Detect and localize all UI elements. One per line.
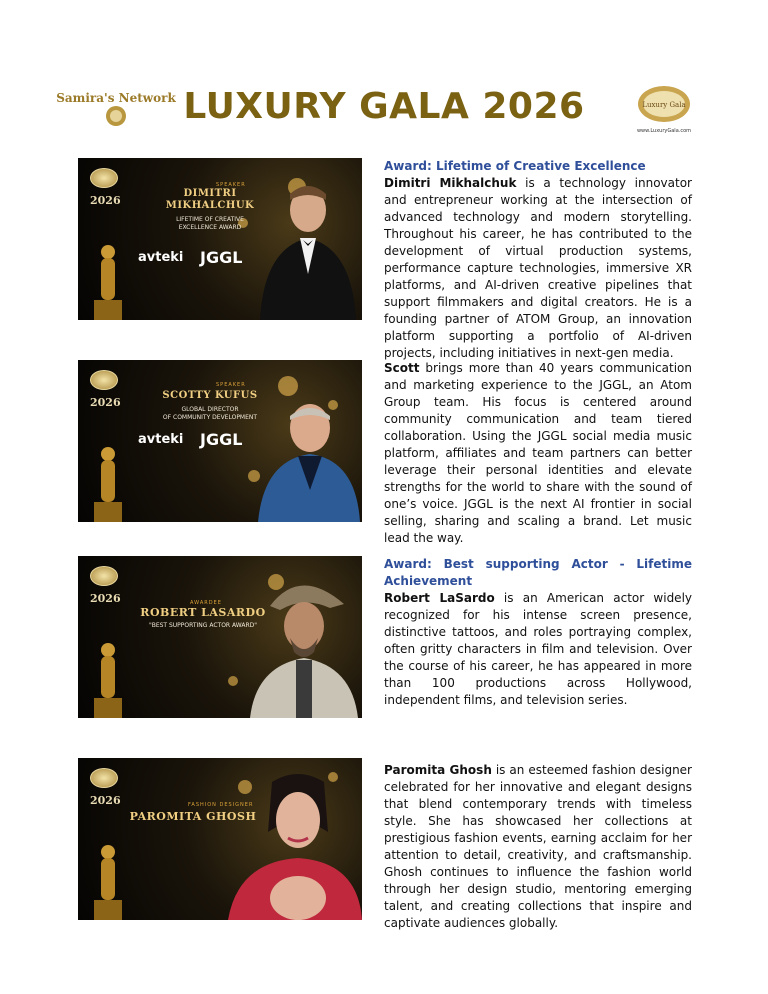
- oscar-statue-icon: [86, 240, 130, 320]
- card-award-line2: EXCELLENCE AWARD: [178, 223, 242, 231]
- luxury-gala-badge-icon: [90, 168, 118, 188]
- award-heading: Award: Best supporting Actor - Lifetime Achievement: [384, 557, 692, 588]
- card-year: 2026: [90, 396, 121, 409]
- oscar-statue-icon: [86, 638, 130, 718]
- fashion-card-paromita: [78, 758, 362, 920]
- person-name: Scott: [384, 361, 420, 375]
- jggl-logo: JGGL: [200, 248, 243, 267]
- luxury-gala-badge-icon: [90, 370, 118, 390]
- card-role: SPEAKER: [216, 182, 246, 188]
- scotty-photo: [246, 398, 362, 522]
- dimitri-photo: [250, 174, 362, 320]
- card-role: SPEAKER: [216, 382, 246, 388]
- card-name-line1: DIMITRI: [183, 188, 237, 199]
- oscar-statue-icon: [86, 840, 130, 920]
- luxury-gala-badge-icon: [90, 566, 118, 586]
- entry-text-dimitri: [384, 158, 692, 362]
- page-title: LUXURY GALA 2026: [183, 86, 585, 127]
- logo-right-url: www.LuxuryGala.com: [636, 128, 692, 134]
- card-name: SCOTTY KUFUS: [162, 390, 258, 401]
- person-bio: brings more than 40 years communication and marketing experience to the JGGL, an Atom Group team. His focus is centered around community communication and team tiered collaboration. Using the JGGL social media music platform, affiliates and team partners can better leverage their personal identities and elevate strengths for the world to share with the sound of one’s voice. JGGL is the next AI frontier in social selling, sharing and scaling a brand. Let music lead the way.: [384, 361, 692, 545]
- card-name-line2: MIKHALCHUK: [165, 200, 255, 211]
- card-award-line1: GLOBAL DIRECTOR: [181, 406, 239, 413]
- person-name: Dimitri Mikhalchuk: [384, 176, 517, 190]
- card-award-line2: OF COMMUNITY DEVELOPMENT: [162, 413, 258, 421]
- logo-right-text: Luxury Gala: [642, 101, 686, 109]
- card-award-line1: "BEST SUPPORTING ACTOR AWARD": [148, 622, 258, 629]
- luxury-gala-logo: [634, 82, 694, 138]
- person-name: Paromita Ghosh: [384, 763, 492, 777]
- card-role: AWARDEE: [190, 600, 222, 606]
- person-bio: is an esteemed fashion designer celebrated for her innovative and elegant designs that blend contemporary trends with timeless style. She has showcased her collections at prestigious fashion events, earning acclaim for her attention to detail, creativity, and craftsmanship. Ghosh continues to influence the fashion world through her design studio, mentoring emerging talent, and creating collections that inspire and captivate audiences globally.: [384, 763, 692, 930]
- avteki-logo: avteki: [138, 432, 184, 447]
- jggl-logo: JGGL: [200, 430, 243, 449]
- paromita-photo: [228, 772, 362, 920]
- speaker-card-dimitri: [78, 158, 362, 320]
- card-award-line1: LIFETIME OF CREATIVE: [176, 216, 244, 223]
- award-heading: Award: Lifetime of Creative Excellence: [384, 159, 646, 173]
- entry-text-paromita: [384, 762, 692, 932]
- card-year: 2026: [90, 794, 121, 807]
- avteki-logo: avteki: [138, 250, 184, 265]
- logo-left-text: Samira's Network: [56, 91, 176, 105]
- oscar-statue-icon: [86, 442, 130, 522]
- card-year: 2026: [90, 194, 121, 207]
- entry-text-scotty: [384, 360, 692, 547]
- speaker-card-scotty: [78, 360, 362, 522]
- card-role: FASHION DESIGNER: [188, 802, 254, 808]
- entry-text-robert: [384, 556, 692, 709]
- robert-photo: [240, 566, 362, 718]
- card-year: 2026: [90, 592, 121, 605]
- awardee-card-robert: [78, 556, 362, 718]
- card-name: PAROMITA GHOSH: [129, 810, 257, 823]
- person-name: Robert LaSardo: [384, 591, 495, 605]
- card-name: ROBERT LASARDO: [140, 606, 266, 619]
- person-bio: is an American actor widely recognized for his intense screen presence, distinctive tattoos, and roles portraying complex, often gritty characters in film and television. Over the course of his career, he has appeared in more than 100 productions across Hollywood, independent films, and television series.: [384, 591, 692, 707]
- person-bio: is a technology innovator and entrepreneur working at the intersection of advanced technology and modern storytelling. Throughout his career, he has contributed to the development of virtual production systems, performance capture technologies, immersive XR platforms, and AI-driven creative pipelines that support filmmakers and digital creators. He is a founding partner of ATOM Group, an innovation platform supporting a portfolio of AI-driven projects, including initiatives in next-gen media.: [384, 176, 692, 360]
- luxury-gala-badge-icon: [90, 768, 118, 788]
